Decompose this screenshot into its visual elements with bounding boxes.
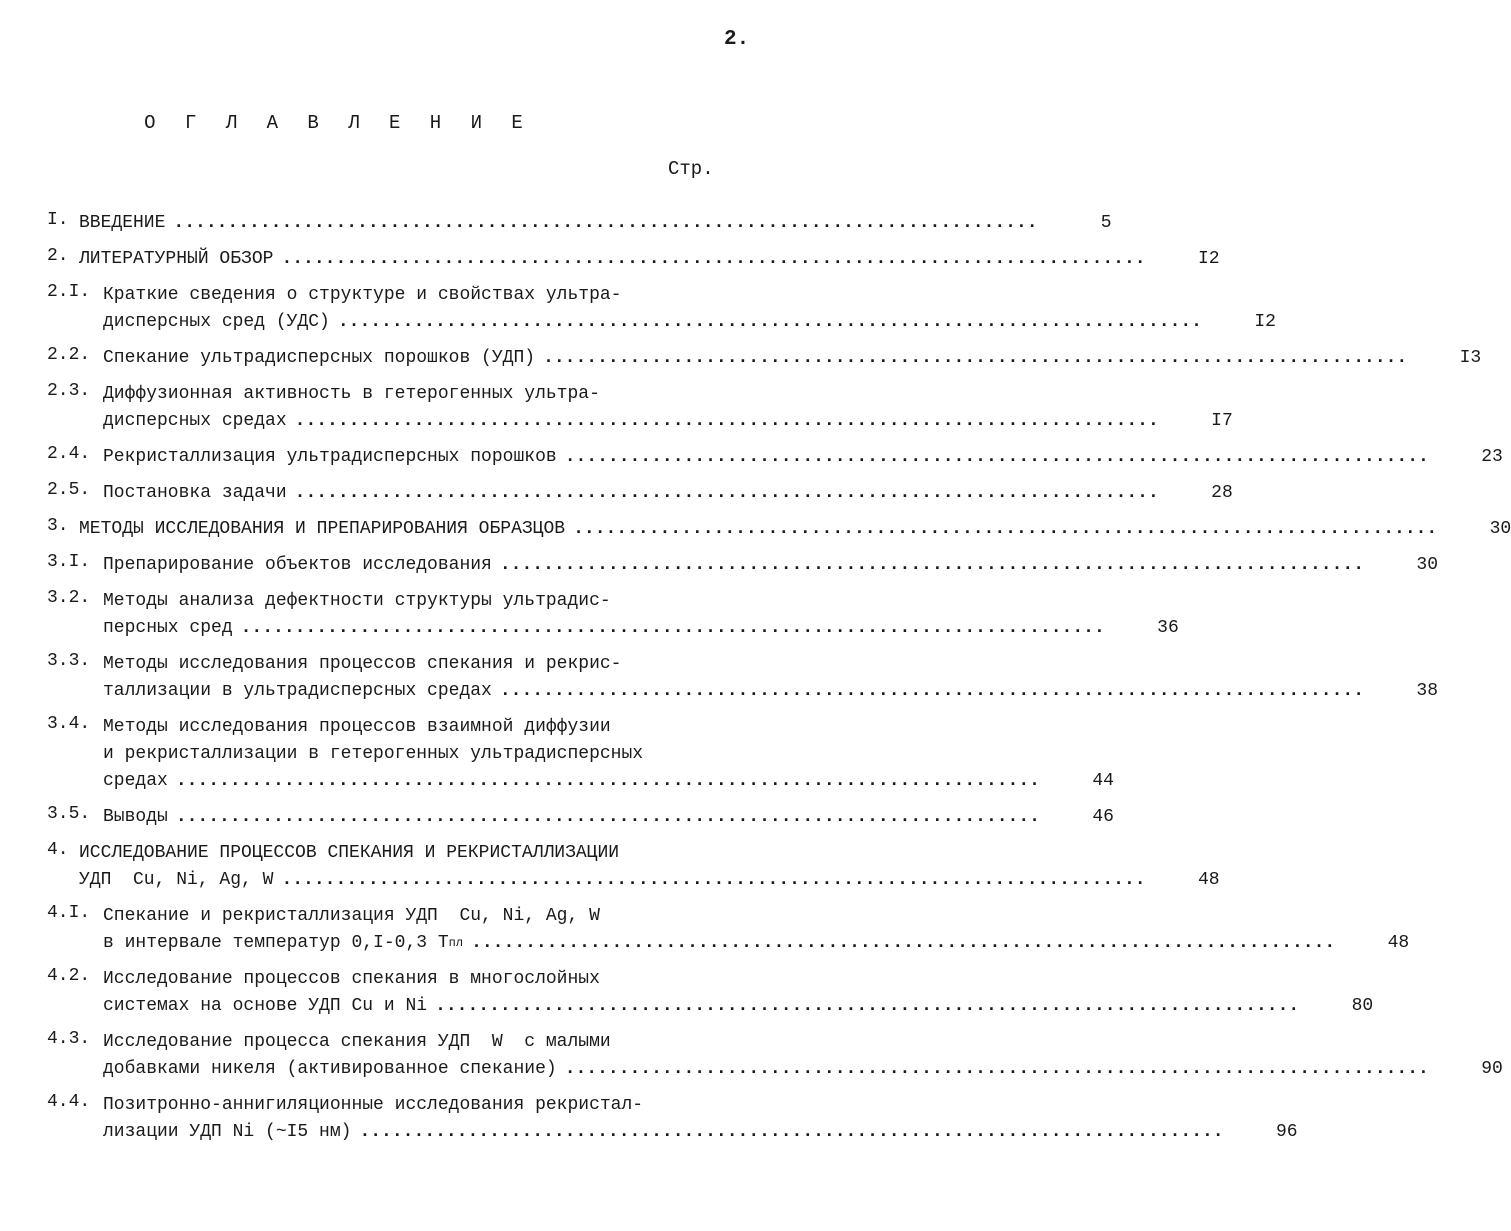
entry-number: 4.3. (47, 1029, 91, 1049)
entry-number: 4.4. (47, 1092, 91, 1112)
entry-title-line: в интервале температур 0,I-0,3 T (103, 933, 449, 953)
document-title: О Г Л А В Л Е Н И Е (144, 112, 532, 134)
entry-title-line: Исследование процесса спекания УДП W с малыми (103, 1032, 611, 1052)
entry-number: 2.4. (47, 444, 91, 464)
table-of-contents (47, 210, 1511, 1155)
entry-title-line: Спекание ультрадисперсных порошков (УДП) (103, 348, 536, 368)
toc-entry (47, 246, 1220, 273)
toc-entry (47, 516, 1511, 543)
entry-page-number: 46 (1092, 807, 1114, 827)
entry-number: 3.4. (47, 714, 91, 734)
entry-number: 3.I. (47, 552, 91, 572)
entry-title-line: средах (103, 771, 168, 791)
entry-title-line: ИССЛЕДОВАНИЕ ПРОЦЕССОВ СПЕКАНИЯ И РЕКРИСТАЛЛИЗАЦИИ (79, 843, 620, 863)
dot-leader: ................................................................................ (337, 312, 1202, 332)
entry-title-line: дисперсных средах (103, 411, 287, 431)
toc-entry (47, 714, 1114, 795)
entry-page-number: 48 (1197, 870, 1220, 890)
page-column-label: Стр. (668, 158, 714, 180)
entry-number: 3.3. (47, 651, 91, 671)
entry-page-number: 28 (1211, 483, 1233, 503)
entry-title-line: Спекание и рекристаллизация УДП Cu, Ni, Ag, W (103, 906, 600, 926)
toc-entry (47, 840, 1220, 894)
entry-page-number: 30 (1489, 519, 1511, 539)
dot-leader: ................................................................................ (175, 771, 1040, 791)
entry-title-line: и рекристаллизации в гетерогенных ультрадисперсных (103, 744, 644, 764)
dot-leader: ................................................................................ (543, 348, 1408, 368)
entry-page-number: 5 (1100, 213, 1112, 233)
dot-leader: ................................................................................ (281, 249, 1146, 269)
entry-title-line: ЛИТЕРАТУРНЫЙ ОБЗОР (79, 249, 274, 269)
toc-entry (47, 1029, 1503, 1083)
entry-page-number: 38 (1416, 681, 1439, 701)
entry-page-number: 44 (1092, 771, 1114, 791)
toc-entry (47, 444, 1503, 471)
entry-page-number: 80 (1351, 996, 1374, 1016)
entry-title-line: Препарирование объектов исследования (103, 555, 492, 575)
entry-title-line: дисперсных сред (УДС) (103, 312, 330, 332)
toc-entry (47, 480, 1233, 507)
entry-title-line: Диффузионная активность в гетерогенных ультра- (103, 384, 600, 404)
entry-title-line: ВВЕДЕНИЕ (79, 213, 166, 233)
toc-entry (47, 282, 1276, 336)
dot-leader: ................................................................................ (499, 555, 1365, 575)
toc-entry (47, 552, 1439, 579)
subscript: пл (448, 936, 464, 950)
dot-leader: ................................................................................ (359, 1122, 1224, 1142)
toc-entry (47, 588, 1179, 642)
entry-title-line: Методы исследования процессов спекания и рекрис- (103, 654, 622, 674)
toc-entry (47, 345, 1482, 372)
toc-entry (47, 966, 1374, 1020)
dot-leader: ................................................................................ (173, 213, 1038, 233)
dot-leader: ................................................................................ (573, 519, 1438, 539)
entry-page-number: 96 (1275, 1122, 1298, 1142)
entry-title-line: УДП Cu, Ni, Ag, W (79, 870, 274, 890)
entry-title-line: персных сред (103, 618, 233, 638)
toc-entry (47, 903, 1410, 957)
entry-page-number: I2 (1254, 312, 1276, 332)
entry-number: 2.3. (47, 381, 91, 401)
entry-title-line: Методы анализа дефектности структуры ультрадис- (103, 591, 611, 611)
toc-entry (47, 1092, 1298, 1146)
entry-title-line: Исследование процессов спекания в многослойных (103, 969, 600, 989)
entry-page-number: 90 (1481, 1059, 1503, 1079)
entry-title-line: Позитронно-аннигиляционные исследования рекристал- (103, 1095, 644, 1115)
entry-title-line: Краткие сведения о структуре и свойствах ультра- (103, 285, 622, 305)
toc-entry (47, 651, 1439, 705)
entry-page-number: I3 (1459, 348, 1482, 368)
dot-leader: ................................................................................ (294, 411, 1159, 431)
dot-leader: ................................................................................ (564, 447, 1429, 467)
dot-leader: ................................................................................ (240, 618, 1105, 638)
entry-title-line: Выводы (103, 807, 168, 827)
entry-page-number: I2 (1197, 249, 1220, 269)
entry-number: 3.2. (47, 588, 91, 608)
entry-number: 2.2. (47, 345, 91, 365)
entry-page-number: 36 (1157, 618, 1179, 638)
dot-leader: ................................................................................ (499, 681, 1365, 701)
entry-number: 2.5. (47, 480, 91, 500)
entry-title-line: Методы исследования процессов взаимной диффузии (103, 717, 611, 737)
entry-number: 4.2. (47, 966, 91, 986)
dot-leader: ................................................................................ (281, 870, 1146, 890)
dot-leader: ................................................................................ (564, 1059, 1429, 1079)
page-number: 2. (724, 28, 750, 51)
dot-leader: ................................................................................ (175, 807, 1040, 827)
entry-number: 3. (47, 516, 69, 536)
entry-number: 2. (47, 246, 69, 266)
dot-leader: ................................................................................ (471, 933, 1336, 953)
entry-number: 3.5. (47, 804, 91, 824)
entry-number: 4.I. (47, 903, 91, 923)
dot-leader: ................................................................................ (294, 483, 1159, 503)
entry-title-line: лизации УДП Ni (~I5 нм) (103, 1122, 352, 1142)
entry-title-line: Рекристаллизация ультрадисперсных порошков (103, 447, 557, 467)
entry-title-line: таллизации в ультрадисперсных средах (103, 681, 492, 701)
entry-number: I. (47, 210, 69, 230)
entry-title-line: Постановка задачи (103, 483, 287, 503)
entry-page-number: 48 (1387, 933, 1410, 953)
toc-entry (47, 804, 1114, 831)
toc-entry (47, 381, 1233, 435)
entry-page-number: I7 (1211, 411, 1233, 431)
entry-number: 4. (47, 840, 69, 860)
entry-title-line: системах на основе УДП Cu и Ni (103, 996, 428, 1016)
entry-title-line: МЕТОДЫ ИССЛЕДОВАНИЯ И ПРЕПАРИРОВАНИЯ ОБРАЗЦОВ (79, 519, 566, 539)
entry-title-line: добавками никеля (активированное спекание) (103, 1059, 557, 1079)
entry-number: 2.I. (47, 282, 91, 302)
entry-page-number: 30 (1416, 555, 1439, 575)
entry-page-number: 23 (1481, 447, 1503, 467)
toc-entry (47, 210, 1112, 237)
dot-leader: ................................................................................ (435, 996, 1300, 1016)
